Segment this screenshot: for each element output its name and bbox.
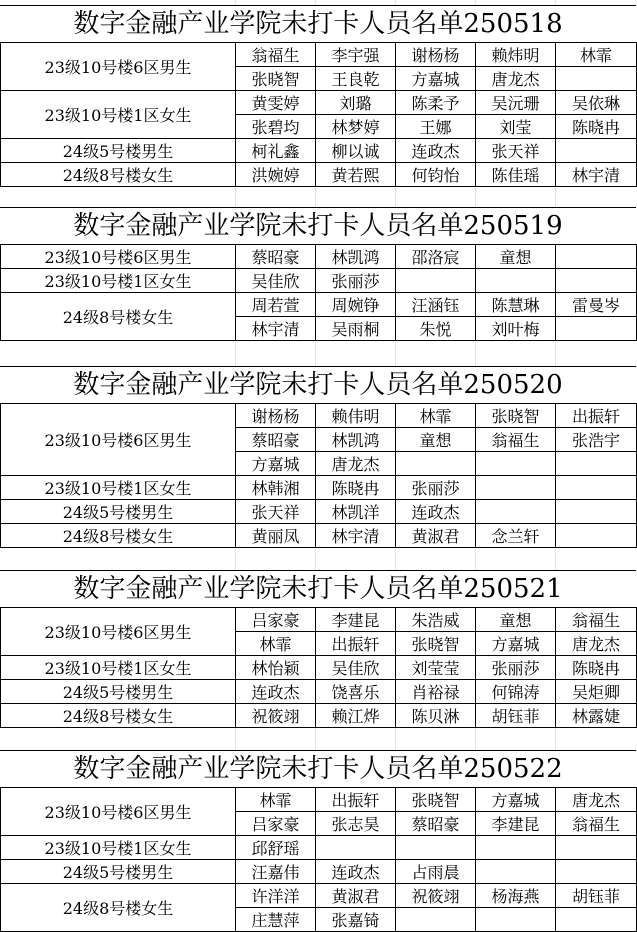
name-cell: 张嘉锜	[316, 908, 396, 932]
table-row	[1, 139, 637, 163]
name-cell: 张晓智	[476, 404, 556, 428]
name-cell: 赖江烨	[316, 704, 396, 728]
name-cell: 连政杰	[396, 139, 476, 163]
name-cell: 张丽莎	[396, 476, 476, 500]
name-cell	[556, 860, 637, 884]
name-cell: 翁福生	[556, 608, 637, 632]
name-cell: 林韩湘	[236, 476, 316, 500]
name-cell: 翁福生	[556, 812, 637, 836]
name-cell	[556, 524, 637, 548]
table-row	[1, 860, 637, 884]
group-label: 23级10号楼6区男生	[1, 245, 236, 269]
group-label: 24级5号楼男生	[1, 139, 236, 163]
roster-table	[0, 607, 637, 728]
name-cell: 邱舒瑶	[236, 836, 316, 860]
name-cell: 刘莹	[476, 115, 556, 139]
name-cell: 谢杨杨	[236, 404, 316, 428]
name-cell	[316, 836, 396, 860]
name-cell: 周若萱	[236, 293, 316, 317]
name-cell: 陈佳瑶	[476, 163, 556, 187]
name-cell: 唐龙杰	[476, 67, 556, 91]
table-row	[1, 608, 637, 632]
table-row	[1, 43, 637, 67]
name-cell: 吴雨桐	[316, 317, 396, 341]
name-cell: 张天祥	[476, 139, 556, 163]
name-cell	[476, 836, 556, 860]
name-cell: 饶喜乐	[316, 680, 396, 704]
name-cell: 念兰轩	[476, 524, 556, 548]
table-row	[1, 91, 637, 115]
name-cell: 方嘉城	[476, 788, 556, 812]
name-cell: 出振轩	[316, 632, 396, 656]
name-cell	[396, 836, 476, 860]
name-cell	[476, 452, 556, 476]
name-cell: 黄雯婷	[236, 91, 316, 115]
group-label: 23级10号楼1区女生	[1, 476, 236, 500]
group-label: 23级10号楼1区女生	[1, 269, 236, 293]
name-cell: 林宇清	[316, 524, 396, 548]
name-cell: 林霏	[236, 632, 316, 656]
name-cell: 胡钰菲	[476, 704, 556, 728]
name-cell: 蔡昭豪	[236, 245, 316, 269]
name-cell: 赖伟明	[316, 404, 396, 428]
group-label: 23级10号楼6区男生	[1, 608, 236, 656]
name-cell: 童想	[476, 245, 556, 269]
name-cell: 连政杰	[396, 500, 476, 524]
group-label: 24级8号楼女生	[1, 163, 236, 187]
name-cell	[396, 908, 476, 932]
name-cell: 林怡颖	[236, 656, 316, 680]
name-cell: 祝筱翊	[236, 704, 316, 728]
name-cell: 蔡昭豪	[396, 812, 476, 836]
name-cell	[556, 476, 637, 500]
name-cell: 朱浩威	[396, 608, 476, 632]
section-title: 数字金融产业学院未打卡人员名单250521	[0, 570, 636, 608]
table-row	[1, 680, 637, 704]
name-cell: 吕家豪	[236, 608, 316, 632]
group-label: 23级10号楼6区男生	[1, 404, 236, 476]
name-cell: 黄淑君	[396, 524, 476, 548]
table-row	[1, 500, 637, 524]
name-cell: 吴炬卿	[556, 680, 637, 704]
name-cell: 童想	[476, 608, 556, 632]
name-cell: 祝筱翊	[396, 884, 476, 908]
name-cell: 庄慧萍	[236, 908, 316, 932]
name-cell: 林霏	[556, 43, 637, 67]
name-cell: 刘叶梅	[476, 317, 556, 341]
group-label: 23级10号楼1区女生	[1, 91, 236, 139]
name-cell: 方嘉城	[236, 452, 316, 476]
table-row	[1, 404, 637, 428]
group-label: 24级5号楼男生	[1, 860, 236, 884]
name-cell: 赖炜明	[476, 43, 556, 67]
roster-table	[0, 42, 637, 187]
name-cell	[556, 836, 637, 860]
name-cell: 唐龙杰	[556, 632, 637, 656]
name-cell	[396, 452, 476, 476]
name-cell: 唐龙杰	[556, 788, 637, 812]
name-cell: 黄若熙	[316, 163, 396, 187]
name-cell	[476, 500, 556, 524]
name-cell: 刘璐	[316, 91, 396, 115]
name-cell: 陈贝淋	[396, 704, 476, 728]
name-cell	[556, 67, 637, 91]
name-cell: 张丽莎	[316, 269, 396, 293]
name-cell: 吴佳欣	[236, 269, 316, 293]
section-title: 数字金融产业学院未打卡人员名单250519	[0, 207, 636, 245]
name-cell: 杨海燕	[476, 884, 556, 908]
name-cell	[476, 908, 556, 932]
table-row	[1, 836, 637, 860]
roster-table	[0, 787, 637, 932]
name-cell: 张天祥	[236, 500, 316, 524]
name-cell: 许洋洋	[236, 884, 316, 908]
name-cell: 张晓智	[236, 67, 316, 91]
name-cell: 汪涵钰	[396, 293, 476, 317]
section-title: 数字金融产业学院未打卡人员名单250520	[0, 366, 636, 404]
table-row	[1, 788, 637, 812]
name-cell: 张晓智	[396, 788, 476, 812]
name-cell: 吴依琳	[556, 91, 637, 115]
name-cell: 邵洛宸	[396, 245, 476, 269]
name-cell: 林霏	[396, 404, 476, 428]
name-cell: 陈慧琳	[476, 293, 556, 317]
group-label: 23级10号楼1区女生	[1, 656, 236, 680]
name-cell: 连政杰	[236, 680, 316, 704]
name-cell	[556, 245, 637, 269]
name-cell: 吕家豪	[236, 812, 316, 836]
name-cell: 林宇清	[236, 317, 316, 341]
name-cell: 陈柔予	[396, 91, 476, 115]
name-cell	[556, 452, 637, 476]
name-cell: 童想	[396, 428, 476, 452]
name-cell: 汪嘉伟	[236, 860, 316, 884]
name-cell: 王良乾	[316, 67, 396, 91]
name-cell: 吴佳欣	[316, 656, 396, 680]
name-cell: 出振轩	[556, 404, 637, 428]
name-cell	[396, 269, 476, 293]
name-cell	[476, 269, 556, 293]
group-label: 24级8号楼女生	[1, 704, 236, 728]
name-cell: 雷曼岑	[556, 293, 637, 317]
roster-table	[0, 403, 637, 548]
table-row	[1, 163, 637, 187]
name-cell: 林霏	[236, 788, 316, 812]
name-cell: 陈晓冉	[556, 115, 637, 139]
name-cell: 王娜	[396, 115, 476, 139]
name-cell: 李宇强	[316, 43, 396, 67]
group-label: 23级10号楼6区男生	[1, 788, 236, 836]
name-cell	[556, 500, 637, 524]
table-row	[1, 704, 637, 728]
name-cell: 黄淑君	[316, 884, 396, 908]
name-cell: 方嘉城	[396, 67, 476, 91]
table-row	[1, 884, 637, 908]
name-cell: 朱悦	[396, 317, 476, 341]
name-cell: 林露婕	[556, 704, 637, 728]
name-cell: 李建昆	[316, 608, 396, 632]
name-cell: 林凯鸿	[316, 428, 396, 452]
group-label: 24级8号楼女生	[1, 293, 236, 341]
name-cell: 黄丽凤	[236, 524, 316, 548]
name-cell: 翁福生	[476, 428, 556, 452]
name-cell: 张丽莎	[476, 656, 556, 680]
name-cell: 刘莹莹	[396, 656, 476, 680]
name-cell: 唐龙杰	[316, 452, 396, 476]
table-row	[1, 269, 637, 293]
table-row	[1, 245, 637, 269]
name-cell	[556, 317, 637, 341]
name-cell: 何锦涛	[476, 680, 556, 704]
name-cell: 方嘉城	[476, 632, 556, 656]
name-cell: 何钧怡	[396, 163, 476, 187]
group-label: 23级10号楼1区女生	[1, 836, 236, 860]
name-cell: 肖裕禄	[396, 680, 476, 704]
name-cell: 占雨晨	[396, 860, 476, 884]
name-cell: 柯礼鑫	[236, 139, 316, 163]
name-cell: 陈晓冉	[316, 476, 396, 500]
name-cell: 柳以诚	[316, 139, 396, 163]
name-cell: 李建昆	[476, 812, 556, 836]
name-cell: 林凯洋	[316, 500, 396, 524]
table-row	[1, 524, 637, 548]
group-label: 24级5号楼男生	[1, 500, 236, 524]
table-row	[1, 476, 637, 500]
name-cell	[556, 908, 637, 932]
name-cell: 林梦婷	[316, 115, 396, 139]
name-cell	[476, 860, 556, 884]
name-cell: 林凯鸿	[316, 245, 396, 269]
name-cell: 蔡昭豪	[236, 428, 316, 452]
name-cell: 翁福生	[236, 43, 316, 67]
name-cell: 吴沅珊	[476, 91, 556, 115]
name-cell: 林宇清	[556, 163, 637, 187]
name-cell: 连政杰	[316, 860, 396, 884]
name-cell: 张晓智	[396, 632, 476, 656]
name-cell	[556, 269, 637, 293]
table-row	[1, 656, 637, 680]
group-label: 24级8号楼女生	[1, 884, 236, 932]
name-cell: 张志昊	[316, 812, 396, 836]
name-cell: 洪婉婷	[236, 163, 316, 187]
name-cell: 张碧均	[236, 115, 316, 139]
name-cell: 谢杨杨	[396, 43, 476, 67]
table-row	[1, 293, 637, 317]
group-label: 24级8号楼女生	[1, 524, 236, 548]
section-title: 数字金融产业学院未打卡人员名单250522	[0, 750, 636, 788]
name-cell: 周婉铮	[316, 293, 396, 317]
name-cell: 出振轩	[316, 788, 396, 812]
section-title: 数字金融产业学院未打卡人员名单250518	[0, 5, 636, 43]
name-cell	[556, 139, 637, 163]
name-cell: 张浩宇	[556, 428, 637, 452]
group-label: 24级5号楼男生	[1, 680, 236, 704]
name-cell: 陈晓冉	[556, 656, 637, 680]
group-label: 23级10号楼6区男生	[1, 43, 236, 91]
roster-table	[0, 244, 637, 341]
name-cell: 胡钰菲	[556, 884, 637, 908]
name-cell	[476, 476, 556, 500]
